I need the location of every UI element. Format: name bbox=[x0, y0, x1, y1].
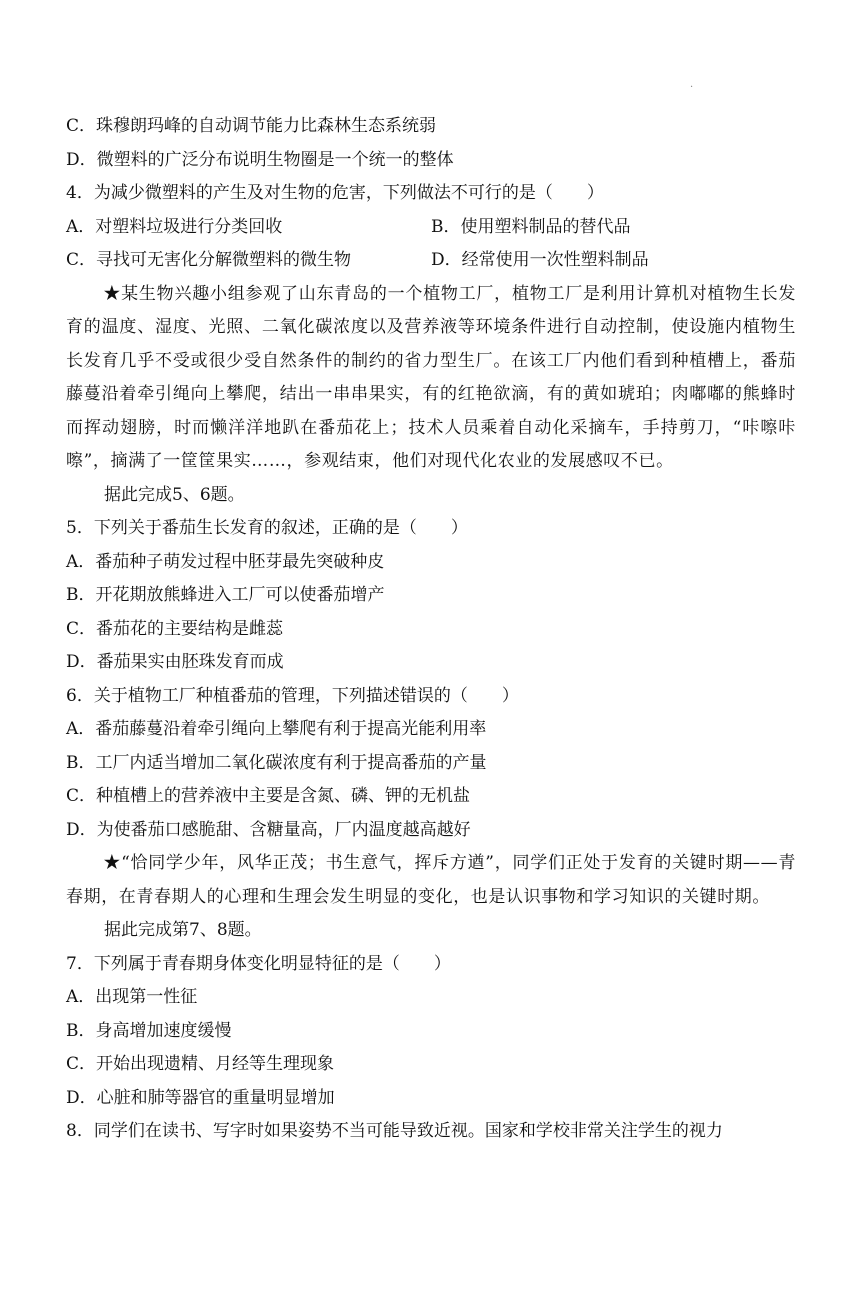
instruction-q5-q6: 据此完成5、6题。 bbox=[104, 484, 245, 505]
q7-option-a: A．出现第一性征 bbox=[66, 987, 198, 1007]
q5-option-a: A．番茄种子萌发过程中胚芽最先突破种皮 bbox=[66, 551, 385, 572]
q4-option-d: D．经常使用一次性塑料制品 bbox=[431, 250, 649, 270]
passage-adolescence: ★“恰同学少年，风华正茂；书生意气，挥斥方遒”，同学们正处于发育的关键时期——青春期，在青春期人的心理和生理会发生明显的变化，也是认识事物和学习知识的关键时期。 bbox=[66, 853, 796, 907]
q7-option-b: B．身高增加速度缓慢 bbox=[66, 1020, 232, 1041]
q5-option-c: C．番茄花的主要结构是雌蕊 bbox=[66, 618, 284, 639]
q4-stem: 4．为减少微塑料的产生及对生物的危害，下列做法不可行的是（ ） bbox=[66, 183, 604, 203]
q5-stem: 5．下列关于番茄生长发育的叙述，正确的是（ ） bbox=[66, 518, 468, 538]
q5-option-b: B．开花期放熊蜂进入工厂可以使番茄增产 bbox=[66, 585, 385, 605]
q3-option-c: C．珠穆朗玛峰的自动调节能力比森林生态系统弱 bbox=[66, 116, 437, 136]
q6-stem: 6．关于植物工厂种植番茄的管理，下列描述错误的（ ） bbox=[66, 685, 519, 706]
q4-option-a: A．对塑料垃圾进行分类回收 bbox=[66, 216, 283, 237]
q7-option-c: C．开始出现遗精、月经等生理现象 bbox=[66, 1054, 335, 1074]
q4-options-row-1 bbox=[66, 211, 796, 245]
q3-option-d: D．微塑料的广泛分布说明生物圈是一个统一的整体 bbox=[66, 149, 454, 170]
q6-option-c: C．种植槽上的营养液中主要是含氮、磷、钾的无机盐 bbox=[66, 786, 471, 806]
exam-content bbox=[66, 110, 796, 1149]
q7-option-d: D．心脏和肺等器官的重量明显增加 bbox=[66, 1087, 335, 1108]
q4-option-c: C．寻找可无害化分解微塑料的微生物 bbox=[66, 250, 352, 270]
page-mark: · bbox=[690, 82, 694, 93]
instruction-q7-q8: 据此完成第7、8题。 bbox=[104, 920, 262, 940]
q6-option-d: D．为使番茄口感脆甜、含糖量高，厂内温度越高越好 bbox=[66, 819, 471, 840]
q5-option-d: D．番茄果实由胚珠发育而成 bbox=[66, 652, 284, 672]
q6-option-b: B．工厂内适当增加二氧化碳浓度有利于提高番茄的产量 bbox=[66, 752, 487, 773]
q6-option-a: A．番茄藤蔓沿着牵引绳向上攀爬有利于提高光能利用率 bbox=[66, 719, 487, 739]
passage-plant-factory: ★某生物兴趣小组参观了山东青岛的一个植物工厂，植物工厂是利用计算机对植物生长发育的温度、湿度、光照、二氧化碳浓度以及营养液等环境条件进行自动控制，使设施内植物生长发育几乎不受或很少受自然条件的制约的省力型生厂。在该工厂内他们看到种植槽上，番茄藤蔓沿着牵引绳向上攀爬，结出一串串果实，有的红艳欲滴，有的黄如琥珀；肉嘟嘟的熊蜂时而挥动翅膀，时而懒洋洋地趴在番茄花上；技术人员乘着自动化采摘车，手持剪刀，“咔嚓咔嚓”，摘满了一筐筐果实……，参观结束，他们对现代化农业的发展感叹不已。 bbox=[66, 283, 796, 471]
q4-option-b: B．使用塑料制品的替代品 bbox=[431, 216, 631, 237]
q4-options-row-2 bbox=[66, 244, 796, 278]
q7-stem: 7．下列属于青春期身体变化明显特征的是（ ） bbox=[66, 953, 451, 974]
q8-stem: 8．同学们在读书、写字时如果姿势不当可能导致近视。国家和学校非常关注学生的视力 bbox=[66, 1121, 723, 1141]
